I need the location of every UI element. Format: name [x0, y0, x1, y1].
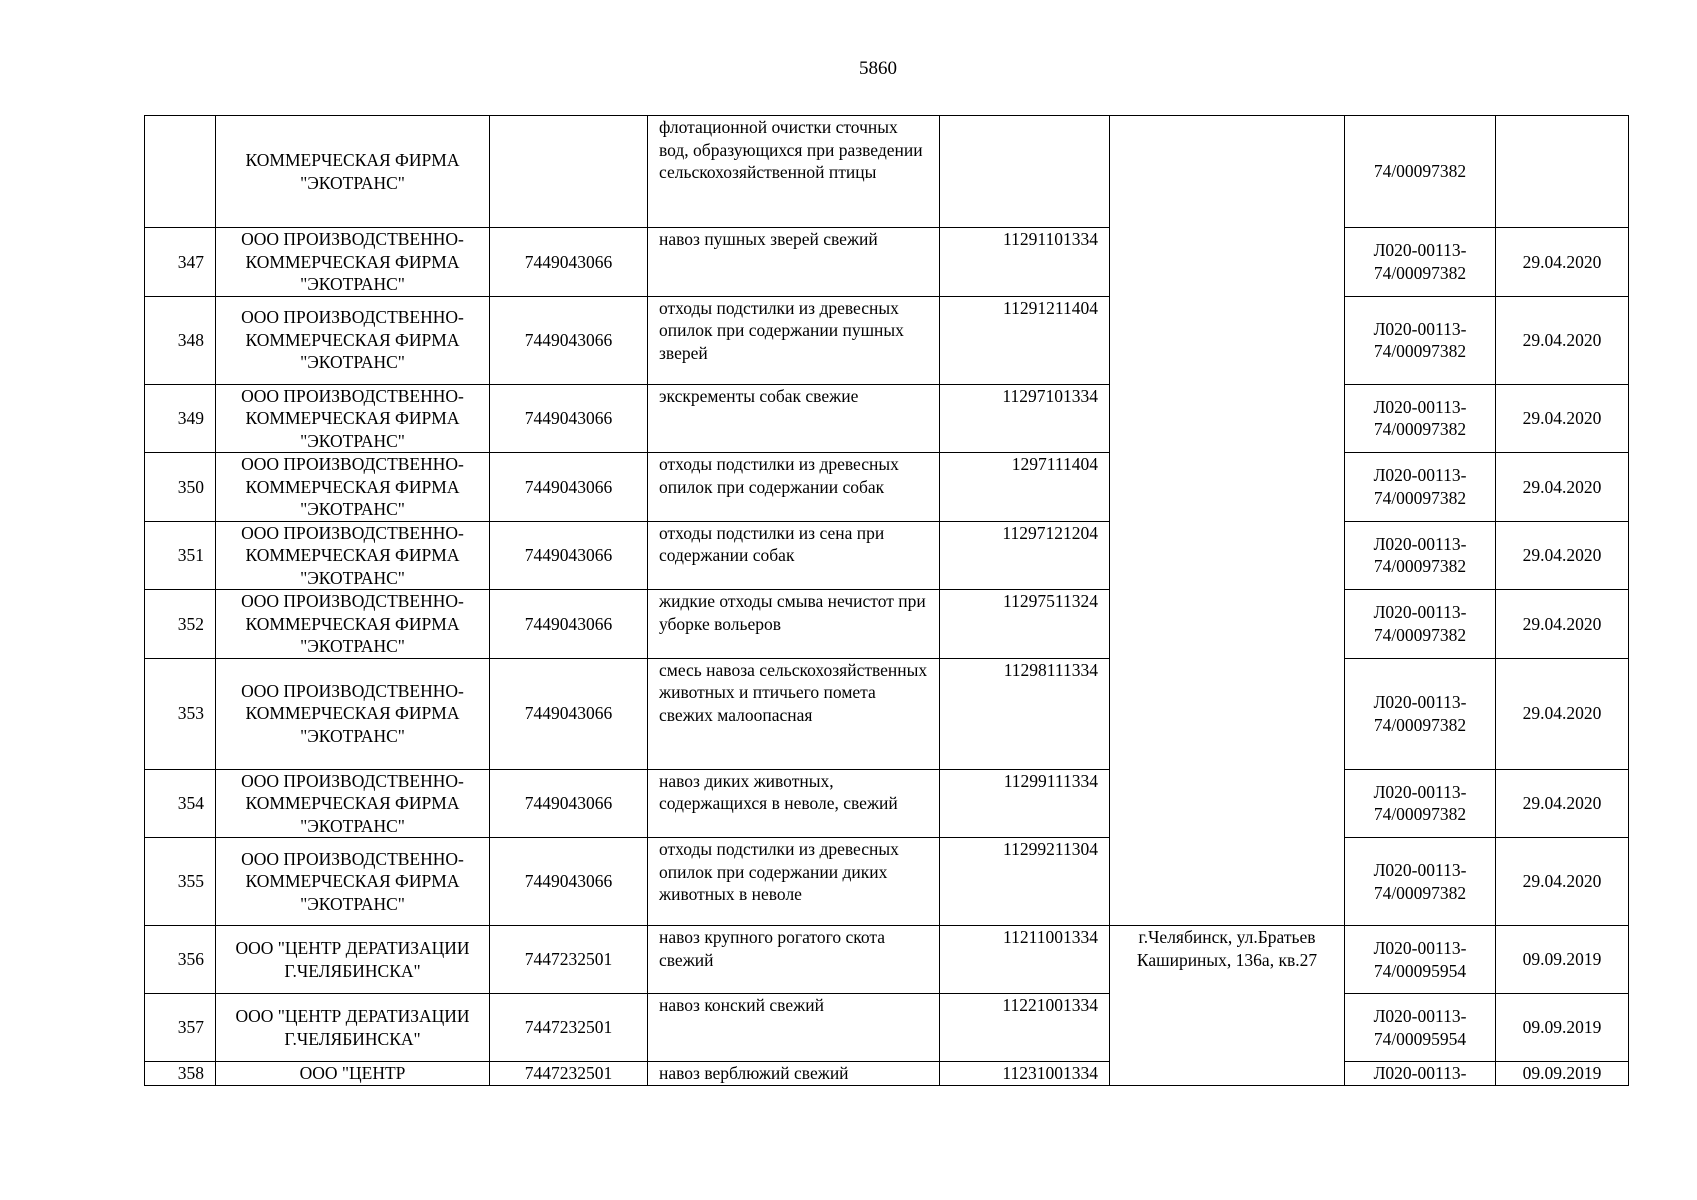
license-number: Л020-00113-74/00097382: [1345, 296, 1496, 384]
organization-name: ООО "ЦЕНТР: [216, 1062, 490, 1086]
inn-number: 7449043066: [490, 384, 648, 453]
registry-table: [144, 115, 1629, 1086]
table-row: [145, 1062, 1629, 1086]
row-number: 357: [145, 994, 216, 1062]
waste-code: 11297121204: [940, 521, 1110, 590]
inn-number: 7447232501: [490, 994, 648, 1062]
license-date: 29.04.2020: [1496, 769, 1629, 838]
address-centr: г.Челябинск, ул.Братьев Кашириных, 136а, кв.27: [1110, 926, 1345, 1086]
waste-name: навоз диких животных, содержащихся в неволе, свежий: [648, 769, 940, 838]
waste-name: навоз пушных зверей свежий: [648, 228, 940, 297]
waste-code: 11291211404: [940, 296, 1110, 384]
waste-code: 11297101334: [940, 384, 1110, 453]
table-row: [145, 838, 1629, 926]
row-number: 358: [145, 1062, 216, 1086]
inn-number: 7449043066: [490, 658, 648, 769]
license-number: Л020-00113-74/00097382: [1345, 384, 1496, 453]
row-number: 353: [145, 658, 216, 769]
license-date: 29.04.2020: [1496, 590, 1629, 659]
table-row: [145, 769, 1629, 838]
page-number: 5860: [859, 58, 897, 79]
license-date: 29.04.2020: [1496, 658, 1629, 769]
table-row: [145, 453, 1629, 522]
license-date: 29.04.2020: [1496, 453, 1629, 522]
license-date: 29.04.2020: [1496, 838, 1629, 926]
organization-name: ООО ПРОИЗВОДСТВЕННО-КОММЕРЧЕСКАЯ ФИРМА "ЭКОТРАНС": [216, 769, 490, 838]
waste-code: 11231001334: [940, 1062, 1110, 1086]
waste-code: 1297111404: [940, 453, 1110, 522]
waste-code: [940, 116, 1110, 228]
address-ekotrans: [1110, 116, 1345, 926]
license-number: 74/00097382: [1345, 116, 1496, 228]
row-number: 349: [145, 384, 216, 453]
organization-name: ООО ПРОИЗВОДСТВЕННО-КОММЕРЧЕСКАЯ ФИРМА "ЭКОТРАНС": [216, 296, 490, 384]
waste-code: 11211001334: [940, 926, 1110, 994]
license-number: Л020-00113-74/00097382: [1345, 453, 1496, 522]
organization-name: ООО ПРОИЗВОДСТВЕННО-КОММЕРЧЕСКАЯ ФИРМА "ЭКОТРАНС": [216, 384, 490, 453]
license-date: [1496, 116, 1629, 228]
license-number: Л020-00113-74/00097382: [1345, 838, 1496, 926]
license-date: 09.09.2019: [1496, 994, 1629, 1062]
waste-code: 11298111334: [940, 658, 1110, 769]
table-row: [145, 658, 1629, 769]
license-number: Л020-00113-74/00095954: [1345, 994, 1496, 1062]
license-number: Л020-00113-: [1345, 1062, 1496, 1086]
inn-number: 7449043066: [490, 228, 648, 297]
waste-code: 11221001334: [940, 994, 1110, 1062]
inn-number: 7447232501: [490, 1062, 648, 1086]
table-row: [145, 521, 1629, 590]
waste-name: отходы подстилки из древесных опилок при содержании диких животных в неволе: [648, 838, 940, 926]
license-date: 29.04.2020: [1496, 384, 1629, 453]
row-number: 350: [145, 453, 216, 522]
row-number: 348: [145, 296, 216, 384]
license-number: Л020-00113-74/00097382: [1345, 658, 1496, 769]
row-number: 354: [145, 769, 216, 838]
waste-name: отходы подстилки из древесных опилок при содержании пушных зверей: [648, 296, 940, 384]
inn-number: 7449043066: [490, 453, 648, 522]
organization-name: ООО ПРОИЗВОДСТВЕННО-КОММЕРЧЕСКАЯ ФИРМА "ЭКОТРАНС": [216, 590, 490, 659]
organization-name: ООО ПРОИЗВОДСТВЕННО-КОММЕРЧЕСКАЯ ФИРМА "ЭКОТРАНС": [216, 453, 490, 522]
table-row: [145, 384, 1629, 453]
license-date: 29.04.2020: [1496, 521, 1629, 590]
waste-code: 11299211304: [940, 838, 1110, 926]
row-number: 351: [145, 521, 216, 590]
inn-cell: [490, 116, 648, 228]
row-number: 347: [145, 228, 216, 297]
inn-number: 7449043066: [490, 769, 648, 838]
waste-name: флотационной очистки сточных вод, образующихся при разведении сельскохозяйственной птицы: [648, 116, 940, 228]
row-number: 355: [145, 838, 216, 926]
table-row: [145, 590, 1629, 659]
table-row: [145, 926, 1629, 994]
waste-name: навоз крупного рогатого скота свежий: [648, 926, 940, 994]
waste-name: навоз конский свежий: [648, 994, 940, 1062]
waste-code: 11291101334: [940, 228, 1110, 297]
inn-number: 7449043066: [490, 521, 648, 590]
waste-name: отходы подстилки из сена при содержании собак: [648, 521, 940, 590]
waste-code: 11299111334: [940, 769, 1110, 838]
organization-name: ООО "ЦЕНТР ДЕРАТИЗАЦИИ Г.ЧЕЛЯБИНСКА": [216, 994, 490, 1062]
license-number: Л020-00113-74/00097382: [1345, 228, 1496, 297]
waste-name: отходы подстилки из древесных опилок при содержании собак: [648, 453, 940, 522]
row-number-cell: [145, 116, 216, 228]
license-number: Л020-00113-74/00097382: [1345, 521, 1496, 590]
license-number: Л020-00113-74/00097382: [1345, 769, 1496, 838]
inn-number: 7449043066: [490, 590, 648, 659]
license-date: 09.09.2019: [1496, 1062, 1629, 1086]
license-date: 09.09.2019: [1496, 926, 1629, 994]
table-row-continued: [145, 116, 1629, 228]
row-number: 352: [145, 590, 216, 659]
license-number: Л020-00113-74/00097382: [1345, 590, 1496, 659]
organization-name: ООО ПРОИЗВОДСТВЕННО-КОММЕРЧЕСКАЯ ФИРМА "ЭКОТРАНС": [216, 658, 490, 769]
waste-name: жидкие отходы смыва нечистот при уборке вольеров: [648, 590, 940, 659]
license-date: 29.04.2020: [1496, 296, 1629, 384]
table-row: [145, 994, 1629, 1062]
row-number: 356: [145, 926, 216, 994]
waste-name: экскременты собак свежие: [648, 384, 940, 453]
organization-name: ООО "ЦЕНТР ДЕРАТИЗАЦИИ Г.ЧЕЛЯБИНСКА": [216, 926, 490, 994]
inn-number: 7447232501: [490, 926, 648, 994]
waste-code: 11297511324: [940, 590, 1110, 659]
table-row: [145, 296, 1629, 384]
waste-name: смесь навоза сельскохозяйственных животных и птичьего помета свежих малоопасная: [648, 658, 940, 769]
license-date: 29.04.2020: [1496, 228, 1629, 297]
organization-name: ООО ПРОИЗВОДСТВЕННО-КОММЕРЧЕСКАЯ ФИРМА "ЭКОТРАНС": [216, 228, 490, 297]
table-row: [145, 228, 1629, 297]
waste-name: навоз верблюжий свежий: [648, 1062, 940, 1086]
organization-name: ООО ПРОИЗВОДСТВЕННО-КОММЕРЧЕСКАЯ ФИРМА "ЭКОТРАНС": [216, 838, 490, 926]
license-number: Л020-00113-74/00095954: [1345, 926, 1496, 994]
inn-number: 7449043066: [490, 296, 648, 384]
inn-number: 7449043066: [490, 838, 648, 926]
organization-name: КОММЕРЧЕСКАЯ ФИРМА "ЭКОТРАНС": [216, 116, 490, 228]
organization-name: ООО ПРОИЗВОДСТВЕННО-КОММЕРЧЕСКАЯ ФИРМА "ЭКОТРАНС": [216, 521, 490, 590]
